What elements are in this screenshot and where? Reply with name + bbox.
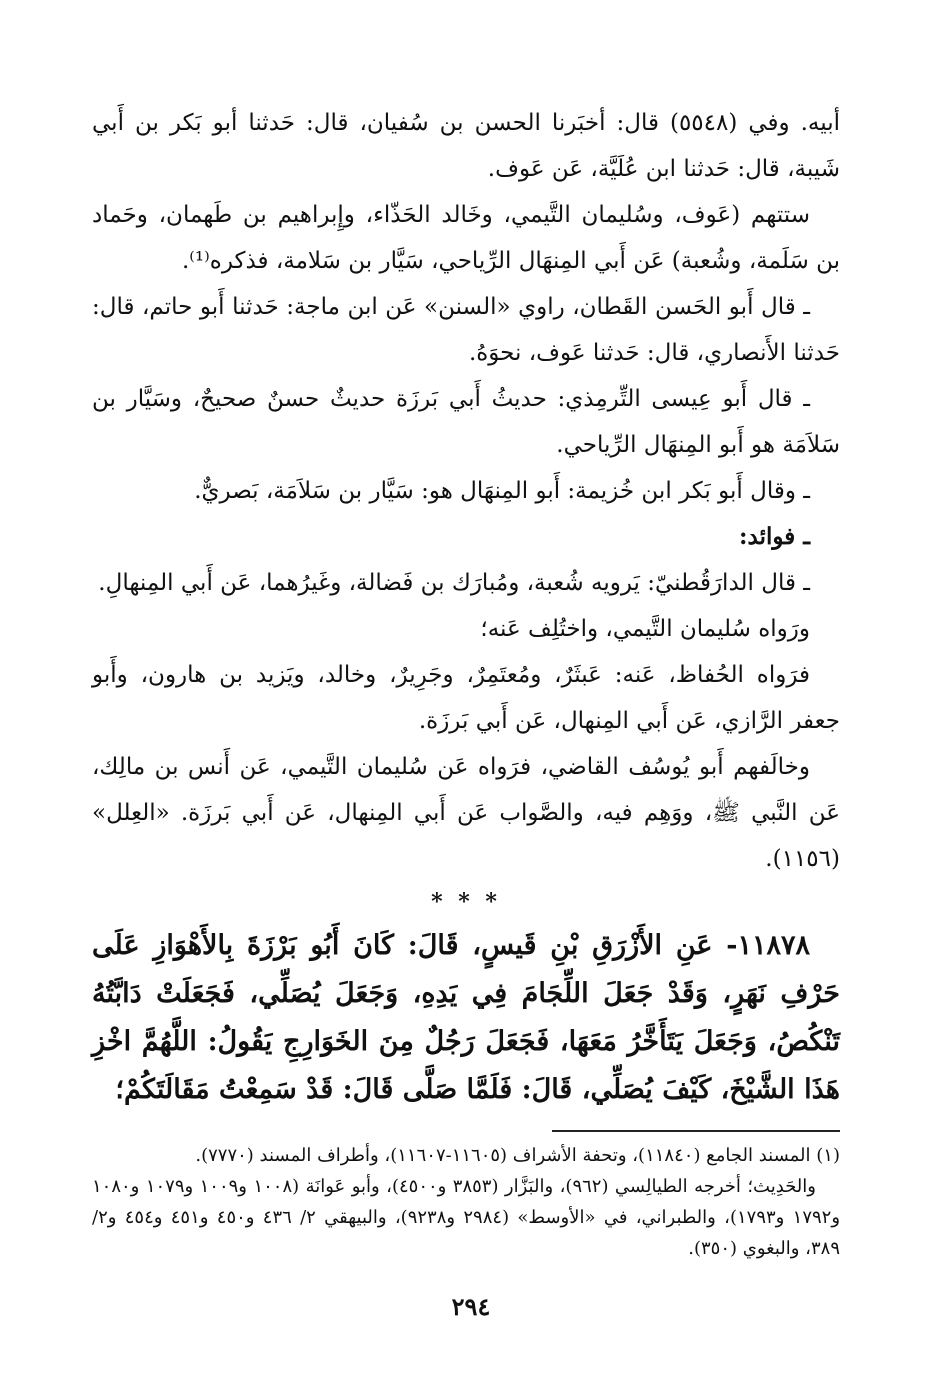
paragraph-8: ورَواه سُليمان التَّيمي، واختُلِف عَنه؛ [480,616,810,642]
footnotes [92,1140,840,1264]
paragraph-2: ستتهم (عَوف، وسُليمان التَّيمي، وخَالد الحَذّاء، وإِبراهيم بن طَهمان، وحَماد بن سَلَمة، وشُعبة) عَن أَبي المِنهَال الرِّياحي، سَيَّار بن سَلامة، فذكره⁽¹⁾. [92,202,840,274]
paragraph-9: فرَواه الحُفاظ، عَنه: عَبثَرٌ، ومُعتَمِرٌ، وجَرِيرٌ، وخالد، ويَزيد بن هارون، وأَبو جعفر الرَّازي، عَن أَبي المِنهال، عَن أَبي بَرزَة. [92,662,840,734]
paragraph-5: ـ وقال أَبو بَكر ابن خُزيمة: أَبو المِنهَال هو: سَيَّار بن سَلاَمَة، بَصريٌّ. [194,478,810,504]
document-page [92,100,840,1264]
footnote-1: (١) المسند الجامع (١١٨٤٠)، وتحفة الأشراف (١١٦٠٥-١١٦٠٧)، وأطراف المسند (٧٧٧٠). [195,1145,840,1166]
hadith-text: ١١٨٧٨- عَنِ الأَزْرَقِ بْنِ قَيسٍ، قَالَ: كَانَ أَبُو بَرْزَةَ بِالأَهْوَازِ عَلَى حَرْفِ نَهَرٍ، وَقَدْ جَعَلَ اللِّجَامَ فِي يَدِهِ، وَجَعَلَ يُصَلِّي، فَجَعَلَتْ دَابَّتُهُ تَنْكُصُ، وَجَعَلَ يَتَأَخَّرُ مَعَهَا، فَجَعَلَ رَجُلٌ مِنَ الخَوَارِجِ يَقُولُ: اللَّهُمَّ اخْزِ هَذَا الشَّيْخَ، كَيْفَ يُصَلِّي، قَالَ: فَلَمَّا صَلَّى قَالَ: قَدْ سَمِعْتُ مَقَالَتَكُمْ؛ [92,930,840,1105]
page-number: ٢٩٤ [451,1292,491,1321]
paragraph-7: ـ قال الدارَقُطنيّ: يَرويه شُعبة، ومُبارَك بن فَضالة، وغَيرُهما، عَن أَبي المِنهالِ. [98,570,810,596]
paragraph-3: ـ قال أَبو الحَسن القَطان، راوي «السنن» عَن ابن ماجة: حَدثنا أَبو حاتم، قال: حَدثنا الأَنصاري، قال: حَدثنا عَوف، نحوَهُ. [92,294,840,366]
benefits-heading: ـ فوائد: [739,523,810,550]
paragraph-1: أبيه. وفي (٥٥٤٨) قال: أخبَرنا الحسن بن سُفيان، قال: حَدثنا أبو بَكر بن أَبي شَيبة، قال: حَدثنا ابن عُلَيَّة، عَن عَوف. [92,110,840,182]
paragraph-4: ـ قال أَبو عِيسى التِّرمِذي: حديثُ أَبي بَرزَة حديثٌ حسنٌ صحيحٌ، وسَيَّار بن سَلاَمَة هو أَبو المِنهَال الرِّياحي. [92,386,840,458]
paragraph-10: وخالَفهم أَبو يُوسُف القاضي، فرَواه عَن سُليمان التَّيمي، عَن أَنس بن مالِك، عَن النَّبي ﷺ، ووَهِم فيه، والصَّواب عَن أَبي المِنهال، عَن أَبي بَرزَة. «العِلل» (١١٥٦). [92,754,840,872]
footnote-divider [552,1130,840,1132]
main-text [92,100,840,882]
section-separator: * * * [431,889,501,915]
footnote-1-continuation: والحَدِيث؛ أخرجه الطيالِسي (٩٦٢)، والبَزَّار (٣٨٥٣ و٤٥٠٠)، وأبو عَوانَة (١٠٠٨ و١٠٠٩ و١٠٧٩ و١٠٨٠ و١٧٩٢ و١٧٩٣)، والطبراني، في «الأوسط» (٢٩٨٤ و٩٢٣٨)، والبيهقي ٢/ ٤٣٦ و٤٥٠ و٤٥١ و٤٥٤ و٢/ ٣٨٩، والبغوي (٣٥٠). [92,1176,841,1259]
